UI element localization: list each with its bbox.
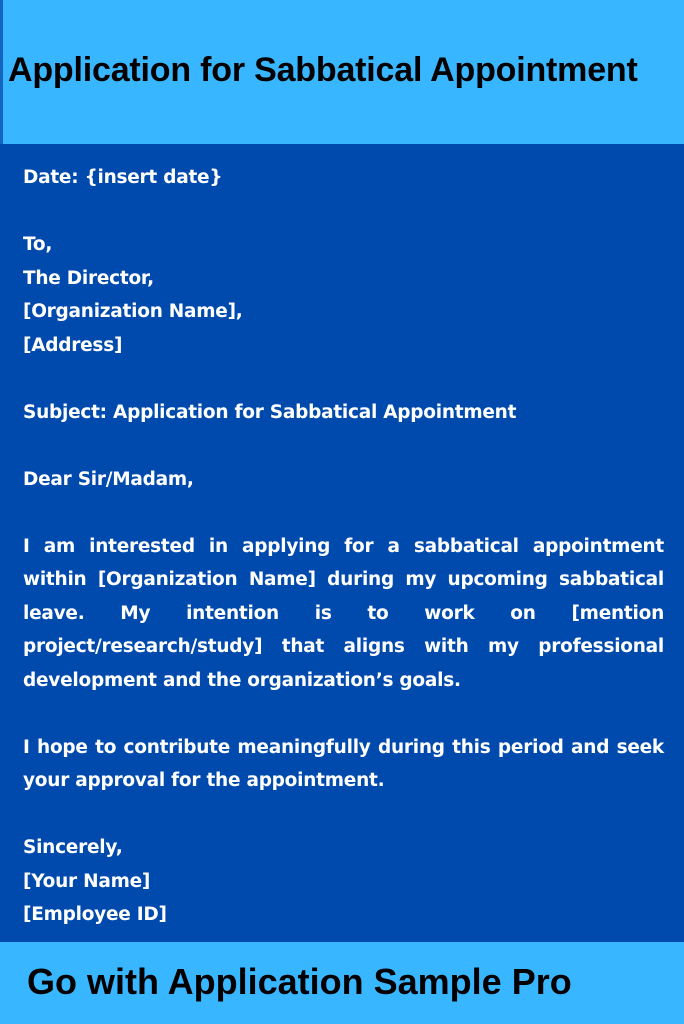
spacer bbox=[23, 429, 664, 463]
spacer bbox=[23, 362, 664, 396]
letter-address: [Address] bbox=[23, 334, 123, 356]
spacer bbox=[23, 195, 664, 229]
letter-your-name: [Your Name] bbox=[23, 870, 151, 892]
letter-panel bbox=[0, 144, 684, 942]
footer-brand-text: Go with Application Sample Pro bbox=[27, 961, 572, 1002]
letter-paragraph-2: I hope to contribute meaningfully during this period and seek your approval for the appointment. bbox=[23, 736, 664, 791]
letter-closing: Sincerely, bbox=[23, 837, 123, 858]
letter-body bbox=[23, 161, 664, 932]
letter-subject: Subject: Application for Sabbatical Appointment bbox=[23, 401, 517, 423]
letter-paragraph-1: I am interested in applying for a sabbatical appointment within [Organization Name] during my upcoming sabbatical leave. My intention is to work on [mention project/research/study] that aligns with my professional development and the organization’s goals. bbox=[23, 535, 664, 691]
banner-edge-accent bbox=[0, 0, 3, 144]
footer-banner bbox=[0, 942, 684, 1024]
letter-salutation: Dear Sir/Madam, bbox=[23, 468, 194, 490]
letter-recipient: The Director, bbox=[23, 267, 154, 289]
letter-employee-id: [Employee ID] bbox=[23, 904, 167, 925]
spacer bbox=[23, 697, 664, 731]
letter-to: To, bbox=[23, 234, 53, 255]
letter-organization: [Organization Name], bbox=[23, 301, 243, 322]
spacer bbox=[23, 496, 664, 530]
title-banner bbox=[0, 0, 684, 144]
page-title: Application for Sabbatical Appointment bbox=[8, 51, 638, 89]
spacer bbox=[23, 798, 664, 832]
letter-date: Date: {insert date} bbox=[23, 167, 223, 188]
